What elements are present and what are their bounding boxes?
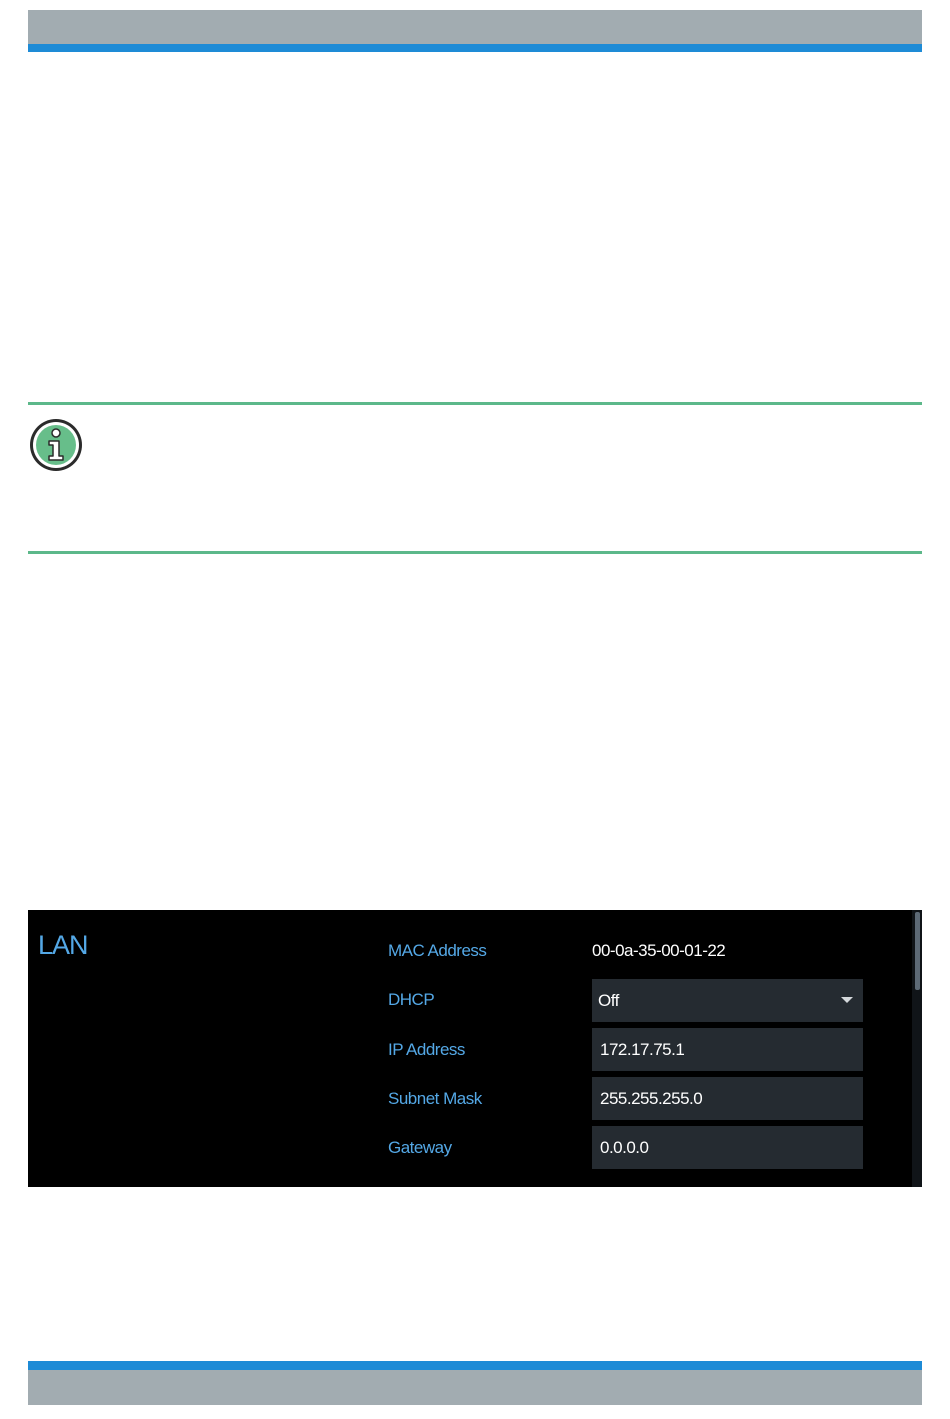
scrollbar[interactable] <box>912 910 922 1187</box>
gateway-label: Gateway <box>388 1138 452 1157</box>
gateway-value: 0.0.0.0 <box>600 1138 649 1157</box>
footer-band <box>28 1370 922 1405</box>
scrollbar-thumb[interactable] <box>915 912 920 990</box>
lan-settings-panel <box>28 910 922 1187</box>
note-bottom-rule <box>28 551 922 554</box>
ip-address-label: IP Address <box>388 1040 465 1059</box>
info-icon <box>28 417 84 473</box>
chevron-down-icon[interactable] <box>841 997 853 1003</box>
footer-accent-bar <box>28 1361 922 1370</box>
panel-title: LAN <box>38 930 88 960</box>
dhcp-value: Off <box>598 991 619 1010</box>
gateway-field[interactable] <box>592 1126 863 1169</box>
subnet-mask-field[interactable] <box>592 1077 863 1120</box>
subnet-mask-label: Subnet Mask <box>388 1089 482 1108</box>
subnet-mask-value: 255.255.255.0 <box>600 1089 703 1108</box>
ip-address-field[interactable] <box>592 1028 863 1071</box>
ip-address-value: 172.17.75.1 <box>600 1040 685 1059</box>
dhcp-label: DHCP <box>388 990 435 1009</box>
header-accent-bar <box>28 44 922 52</box>
note-top-rule <box>28 402 922 405</box>
header-band <box>28 10 922 44</box>
mac-address-value: 00-0a-35-00-01-22 <box>592 941 726 960</box>
mac-address-label: MAC Address <box>388 941 487 960</box>
dhcp-select[interactable] <box>592 979 863 1022</box>
